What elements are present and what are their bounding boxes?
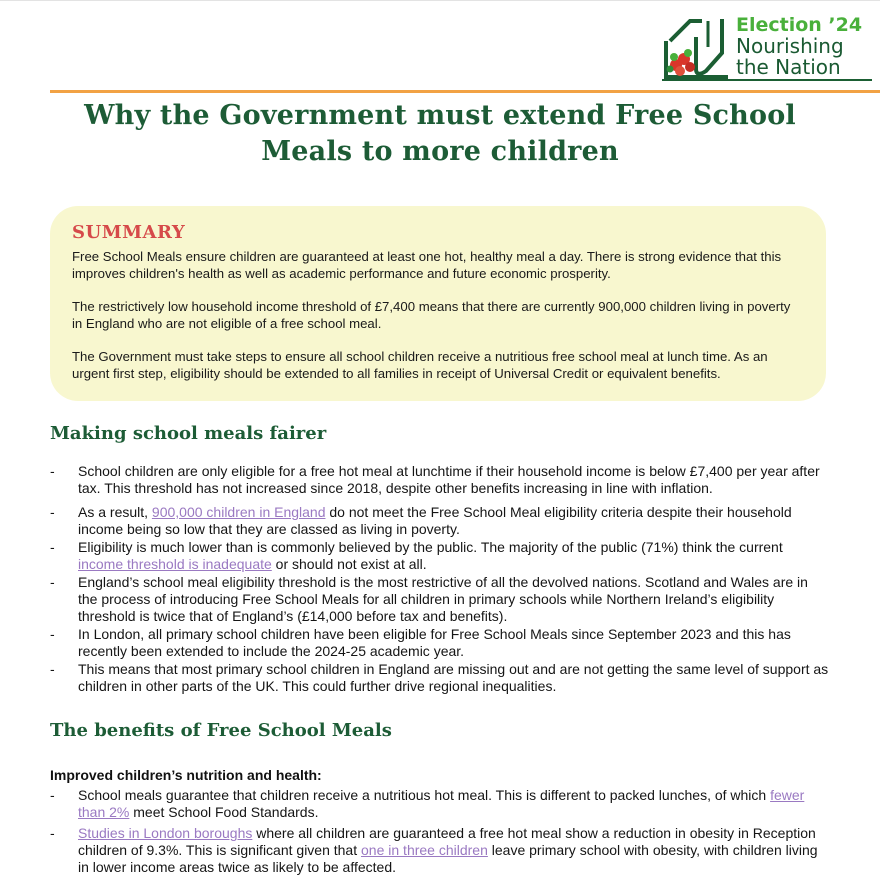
- list-item: [50, 574, 830, 625]
- bullet-text: In London, all primary school children have been eligible for Free School Meals since September 2023 and this has recently been extended to include the 2024-25 academic year.: [78, 626, 791, 659]
- fairer-bullet-list: [50, 463, 830, 695]
- summary-paragraph-2: The restrictively low household income threshold of £7,400 means that there are currently 900,000 children living in poverty in England who are not eligible of a free school meal.: [72, 299, 791, 331]
- logo-underline: [662, 79, 872, 81]
- subheading-nutrition: Improved children’s nutrition and health:: [50, 767, 322, 783]
- summary-paragraph-1: Free School Meals ensure children are guaranteed at least one hot, healthy meal a day. There is strong evidence that this improves children's health as well as academic performance and future economic prosperity.: [72, 249, 782, 281]
- link-studies-london[interactable]: Studies in London boroughs: [78, 825, 253, 841]
- list-item: [50, 463, 830, 497]
- bullet-text: or should not exist at all.: [271, 556, 427, 572]
- page-title: [50, 98, 830, 170]
- header-rule: [50, 90, 880, 93]
- list-item: [50, 661, 830, 695]
- summary-heading: SUMMARY: [72, 222, 186, 243]
- bullet-text: where all children are guaranteed a free hot meal show a reduction in obesity in Reception children of 9.3%. This is significant given that: [78, 825, 816, 858]
- bullet-text: do not meet the Free School Meal eligibility criteria despite their household income being so low that they are classed as living in poverty.: [78, 504, 792, 537]
- list-item: [50, 825, 830, 876]
- logo: [662, 13, 874, 85]
- top-border: [0, 0, 880, 1]
- summary-box: [50, 206, 826, 401]
- bullet-text: As a result,: [78, 504, 152, 520]
- section-heading-fairer: Making school meals fairer: [50, 423, 327, 444]
- section-heading-benefits: The benefits of Free School Meals: [50, 720, 392, 741]
- page-title-line-2: Meals to more children: [261, 136, 619, 167]
- logo-line-1: Election ’24: [736, 14, 863, 36]
- list-item: [50, 626, 830, 660]
- logo-text: [736, 15, 862, 78]
- bullet-text: Eligibility is much lower than is commonly believed by the public. The majority of the public (71%) think the current: [78, 539, 783, 555]
- list-item: [50, 504, 830, 538]
- bullet-text: leave primary school with obesity, with children living in lower income areas twice as likely to be affected.: [78, 842, 818, 875]
- benefits-bullet-list: [50, 787, 830, 876]
- bullet-text: England’s school meal eligibility threshold is the most restrictive of all the devolved nations. Scotland and Wales are in the process of introducing Free School Meals for all children in primary schools while Northern Ireland’s eligibility threshold is twice that of England’s (£14,000 before tax and benefits).: [78, 574, 808, 624]
- logo-line-3: the Nation: [736, 55, 841, 79]
- bullet-text: This means that most primary school children in England are missing out and are not getting the same level of support as children in other parts of the UK. This could further drive regional inequalities.: [78, 661, 829, 694]
- summary-paragraph-3: The Government must take steps to ensure all school children receive a nutritious free school meal at lunch time. As an urgent first step, eligibility should be extended to all families in receipt of Universal Credit or equivalent benefits.: [72, 349, 768, 381]
- link-income-threshold[interactable]: income threshold is inadequate: [78, 556, 272, 572]
- link-900000-children[interactable]: 900,000 children in England: [151, 504, 326, 520]
- bullet-text: School meals guarantee that children receive a nutritious hot meal. This is different to packed lunches, of which: [78, 787, 771, 803]
- bullet-text: meet School Food Standards.: [129, 804, 319, 820]
- list-item: [50, 539, 830, 573]
- bullet-text: School children are only eligible for a free hot meal at lunchtime if their household income is below £7,400 per year after tax. This threshold has not increased since 2018, despite other benefits increasing in line with inflation.: [78, 463, 820, 496]
- logo-line-2: Nourishing: [736, 34, 844, 58]
- link-one-in-three[interactable]: one in three children: [361, 842, 488, 858]
- page-title-line-1: Why the Government must extend Free School: [84, 100, 796, 131]
- lunchbox-logo-icon: [662, 13, 736, 81]
- link-fewer-than-2[interactable]: fewer than 2%: [78, 787, 805, 820]
- list-item: [50, 787, 830, 821]
